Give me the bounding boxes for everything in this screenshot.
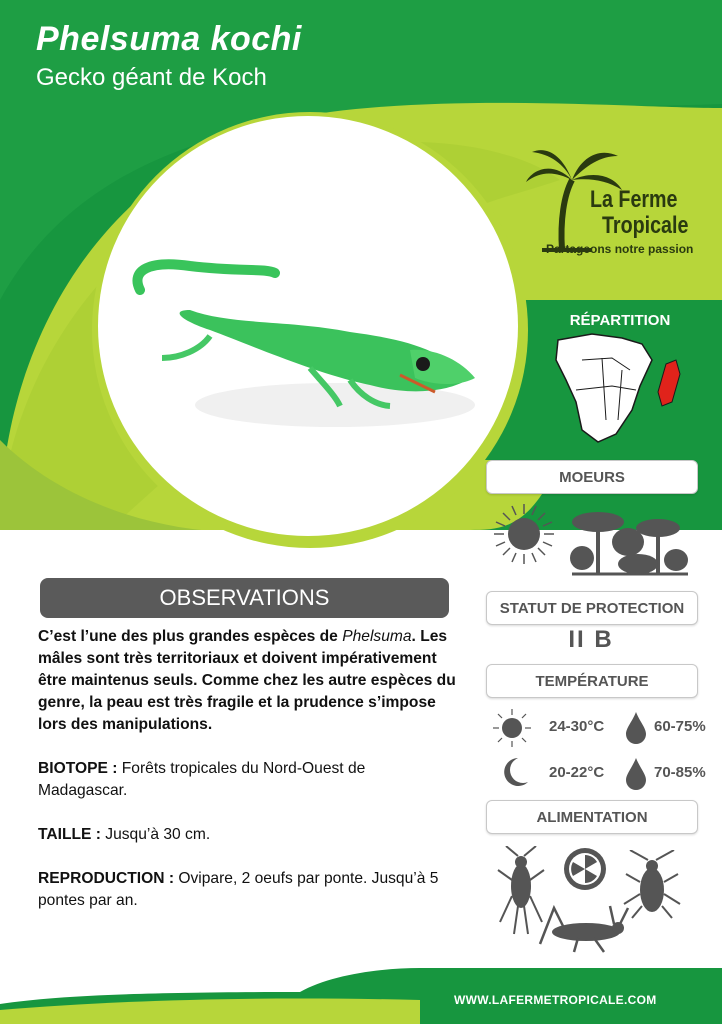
forest-icon bbox=[568, 502, 692, 578]
genus-name: Phelsuma bbox=[342, 628, 412, 645]
observations-intro bbox=[38, 626, 458, 736]
taille-value: Jusqu’à 30 cm. bbox=[100, 826, 211, 843]
temperature-label: TEMPÉRATURE bbox=[486, 664, 698, 698]
gecko-photo bbox=[90, 110, 530, 550]
taille-row bbox=[38, 824, 458, 846]
taille-label: TAILLE : bbox=[38, 826, 101, 843]
moeurs-label: MOEURS bbox=[486, 460, 698, 494]
alimentation-label: ALIMENTATION bbox=[486, 800, 698, 834]
website-link[interactable]: WWW.LAFERMETROPICALE.COM bbox=[454, 993, 657, 1007]
logo-name-line2: Tropicale bbox=[602, 212, 689, 239]
species-common-name: Gecko géant de Koch bbox=[36, 64, 267, 91]
reproduction-row bbox=[38, 868, 458, 912]
moon-icon bbox=[500, 756, 530, 788]
biotope-label: BIOTOPE : bbox=[38, 760, 118, 777]
repartition-title: RÉPARTITION bbox=[569, 312, 671, 329]
night-temperature: 20-22°C bbox=[549, 764, 605, 781]
species-title: Phelsuma kochi bbox=[36, 20, 302, 58]
biotope-row bbox=[38, 758, 458, 802]
night-humidity-drop-icon bbox=[624, 756, 648, 790]
reproduction-value: Ovipare, 2 oeufs par ponte. Jusqu’à 5 pontes par an. bbox=[38, 870, 439, 909]
observations-heading: OBSERVATIONS bbox=[40, 578, 449, 618]
day-humidity: 60-75% bbox=[654, 718, 706, 735]
observations-body bbox=[38, 626, 458, 934]
night-humidity: 70-85% bbox=[654, 764, 706, 781]
protection-label: STATUT DE PROTECTION bbox=[486, 591, 698, 625]
sun-icon bbox=[492, 502, 556, 566]
protection-status: II B bbox=[568, 626, 614, 653]
intro-text-start: C’est l’une des plus grandes espèces de bbox=[38, 628, 343, 645]
day-temperature: 24-30°C bbox=[549, 718, 605, 735]
orange-slice-icon bbox=[562, 846, 608, 892]
cockroach-icon bbox=[622, 850, 682, 920]
reproduction-label: REPRODUCTION : bbox=[38, 870, 175, 887]
day-sun-icon bbox=[492, 708, 532, 748]
africa-map-icon bbox=[552, 330, 692, 450]
humidity-drop-icon bbox=[624, 710, 648, 744]
grasshopper-icon bbox=[534, 904, 630, 954]
biotope-value: Forêts tropicales du Nord-Ouest de Madagascar. bbox=[38, 760, 366, 799]
logo-name-line1: La Ferme bbox=[590, 186, 678, 213]
logo-tagline: Partageons notre passion bbox=[546, 242, 694, 256]
intro-text-end: . Les mâles sont très territoriaux et doivent impérativement être maintenus seuls. Comme chez les autre espèces du genre, la peau est très fragile et la prudence s’impose lors des manipulations. bbox=[38, 628, 456, 733]
